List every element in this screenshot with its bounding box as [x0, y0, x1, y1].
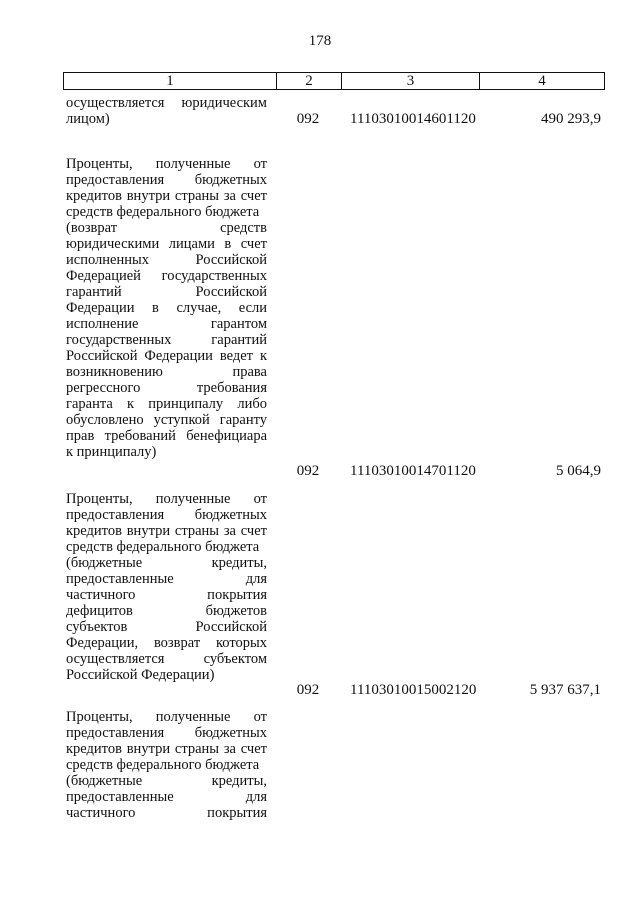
header-col-4: 4 — [538, 73, 546, 89]
row-description — [66, 156, 267, 460]
description-line: Федерации в случае, если — [66, 300, 267, 316]
description-line: Российской Федерации ведет к — [66, 348, 267, 364]
description-line: (возврат средств — [66, 220, 267, 236]
row-amount: 490 293,9 — [541, 111, 601, 127]
row-amount: 5 937 637,1 — [529, 682, 601, 698]
description-line: дефицитов бюджетов — [66, 603, 267, 619]
description-line: прав требований бенефициара — [66, 428, 267, 444]
description-line: обусловлено уступкой гаранту — [66, 412, 267, 428]
description-line: Проценты, полученные от — [66, 491, 267, 507]
description-line: (бюджетные кредиты, — [66, 773, 267, 789]
description-line: предоставления бюджетных — [66, 172, 267, 188]
description-line: средств федерального бюджета — [66, 539, 260, 555]
header-col-1: 1 — [64, 73, 277, 89]
description-line: Российской Федерации) — [66, 667, 215, 683]
description-line: юридическими лицами в счет — [66, 236, 267, 252]
description-line: к принципалу) — [66, 444, 157, 460]
description-line: предоставления бюджетных — [66, 725, 267, 741]
description-line: Федерации, возврат которых — [66, 635, 267, 651]
description-line: исполненных Российской — [66, 252, 267, 268]
row-code: 092 — [296, 463, 320, 479]
row-description — [66, 95, 267, 127]
description-line: гарантий Российской — [66, 284, 267, 300]
description-line: кредитов внутри страны за счет — [66, 523, 267, 539]
row-description — [66, 709, 267, 821]
header-col-2: 2 — [277, 73, 342, 89]
row-kbk: 11103010014601120 — [350, 111, 476, 127]
description-line: кредитов внутри страны за счет — [66, 741, 267, 757]
description-line: кредитов внутри страны за счет — [66, 188, 267, 204]
description-line: регрессного требования — [66, 380, 267, 396]
description-line: предоставленные для — [66, 789, 267, 805]
description-line: средств федерального бюджета — [66, 757, 260, 773]
description-line: лицом) — [66, 111, 110, 127]
description-line: Проценты, полученные от — [66, 709, 267, 725]
row-code: 092 — [296, 111, 320, 127]
row-description — [66, 491, 267, 683]
row-code: 092 — [296, 682, 320, 698]
description-line: средств федерального бюджета — [66, 204, 260, 220]
description-line: государственных гарантий — [66, 332, 267, 348]
description-line: гаранта к принципалу либо — [66, 396, 267, 412]
description-line: предоставленные для — [66, 571, 267, 587]
description-line: частичного покрытия — [66, 587, 267, 603]
header-col-3: 3 — [342, 73, 480, 89]
description-line: субъектов Российской — [66, 619, 267, 635]
page-number: 178 — [308, 33, 332, 49]
description-line: частичного покрытия — [66, 805, 267, 821]
description-line: осуществляется субъектом — [66, 651, 267, 667]
description-line: осуществляется юридическим — [66, 95, 267, 111]
row-kbk: 11103010015002120 — [350, 682, 477, 698]
row-amount: 5 064,9 — [556, 463, 601, 479]
table-header — [63, 72, 605, 90]
description-line: возникновению права — [66, 364, 267, 380]
row-kbk: 11103010014701120 — [350, 463, 476, 479]
description-line: исполнение гарантом — [66, 316, 267, 332]
description-line: (бюджетные кредиты, — [66, 555, 267, 571]
description-line: Федерацией государственных — [66, 268, 267, 284]
description-line: предоставления бюджетных — [66, 507, 267, 523]
description-line: Проценты, полученные от — [66, 156, 267, 172]
